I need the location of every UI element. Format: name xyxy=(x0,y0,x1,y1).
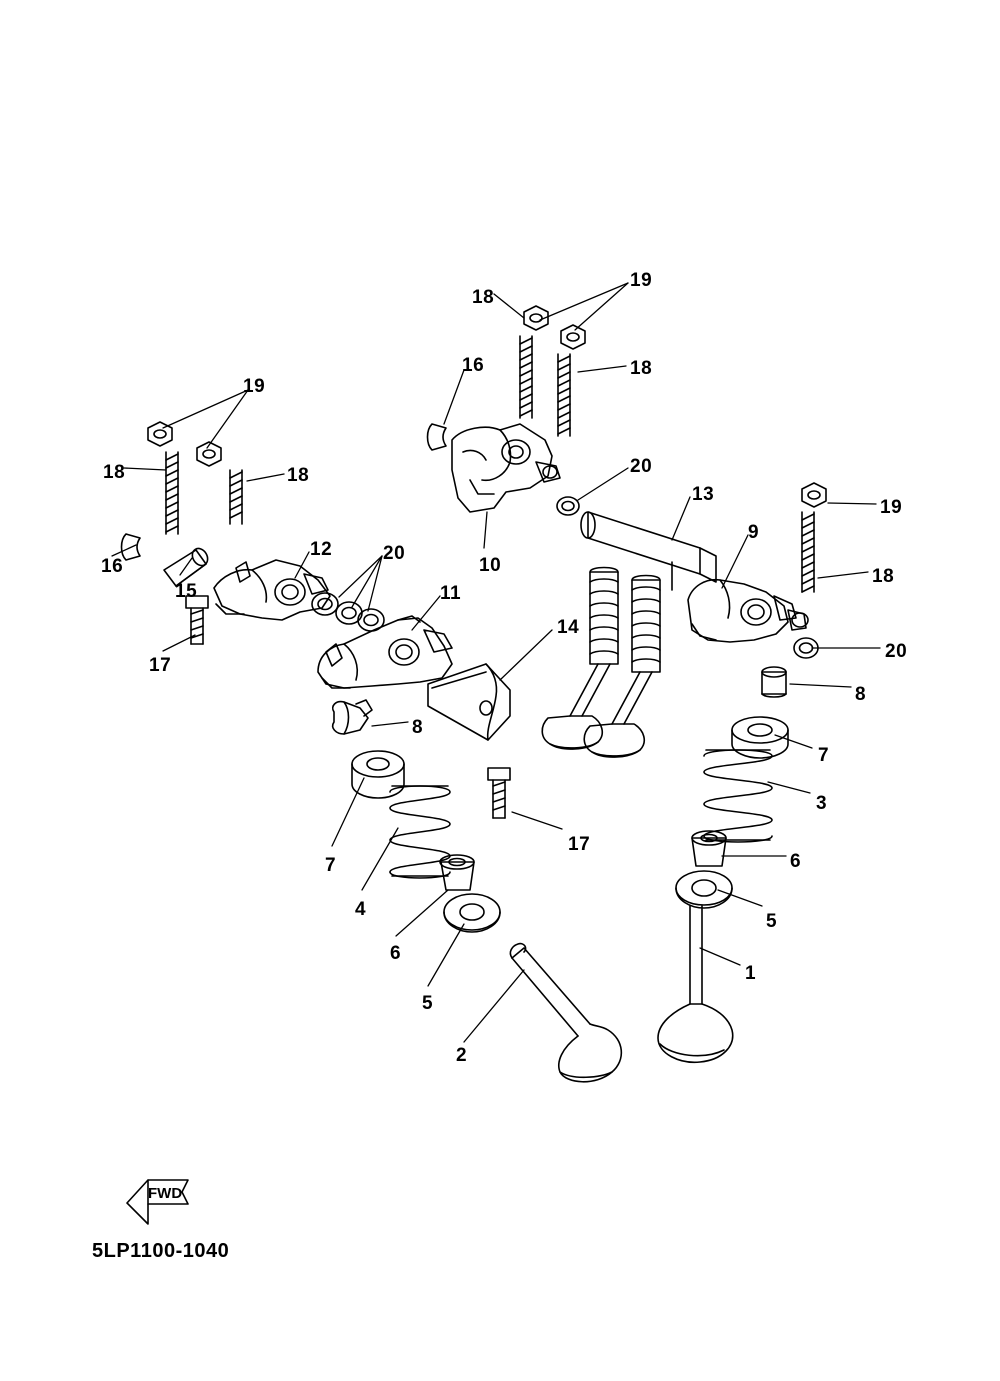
callout-1: 1 xyxy=(745,963,757,984)
rocker-holder-10 xyxy=(452,424,560,512)
rocker-arm-9 xyxy=(688,580,808,642)
callout-6: 6 xyxy=(390,943,402,964)
fwd-text: FWD xyxy=(148,1185,183,1202)
spring-retainer-6-right xyxy=(692,831,726,866)
callout-14: 14 xyxy=(557,617,580,638)
callout-2: 2 xyxy=(456,1045,468,1066)
leader-lines xyxy=(112,283,880,1042)
bolt-17-left xyxy=(186,596,208,644)
callout-3: 3 xyxy=(816,793,828,814)
rocker-arm-11 xyxy=(318,616,452,688)
callout-4: 4 xyxy=(355,899,367,920)
callout-20: 20 xyxy=(630,456,653,477)
callout-16: 16 xyxy=(101,556,124,577)
nut-19-b xyxy=(561,325,585,349)
adjuster-18-d xyxy=(230,470,242,524)
pushrod-spring-b xyxy=(632,576,660,673)
callout-18: 18 xyxy=(472,287,495,308)
plug-16-top xyxy=(428,424,447,450)
callout-8: 8 xyxy=(412,717,424,738)
rocker-shaft-14 xyxy=(428,664,510,740)
callout-13: 13 xyxy=(692,484,715,505)
nut-19-e xyxy=(802,483,826,507)
center-valve-stems xyxy=(542,664,652,757)
callout-20: 20 xyxy=(383,543,406,564)
valve-seal-7-left xyxy=(352,751,404,798)
callout-12: 12 xyxy=(310,539,333,560)
callout-10: 10 xyxy=(479,555,502,576)
callout-19: 19 xyxy=(630,270,653,291)
callout-7: 7 xyxy=(325,855,337,876)
valve-collet-5-right xyxy=(676,871,732,908)
callout-18: 18 xyxy=(630,358,653,379)
callout-19: 19 xyxy=(880,497,903,518)
callout-16: 16 xyxy=(462,355,485,376)
callout-11: 11 xyxy=(440,583,462,604)
nut-19-c xyxy=(148,422,172,446)
callout-15: 15 xyxy=(175,581,198,602)
pushrod-spring-a xyxy=(590,568,618,665)
valve-cap-8-right xyxy=(762,667,786,697)
callout-5: 5 xyxy=(422,993,434,1014)
intake-valve-2 xyxy=(510,944,621,1082)
callout-18: 18 xyxy=(103,462,126,483)
callout-5: 5 xyxy=(766,911,778,932)
bolt-17-mid xyxy=(488,768,510,818)
callout-8: 8 xyxy=(855,684,867,705)
exhaust-valve-1 xyxy=(658,906,733,1062)
oring-20-center xyxy=(557,497,579,515)
adjuster-18-c xyxy=(166,452,178,534)
adjuster-18-e xyxy=(802,512,814,592)
adjuster-18-a xyxy=(520,336,532,418)
rocker-arm-12 xyxy=(214,560,330,620)
callout-18: 18 xyxy=(287,465,310,486)
callout-19: 19 xyxy=(243,376,266,397)
diagram-part-number: 5LP1100-1040 xyxy=(92,1240,230,1262)
adjuster-18-b xyxy=(558,354,570,436)
callout-20: 20 xyxy=(885,641,908,662)
rocker-shaft-15 xyxy=(164,546,211,586)
callout-17: 17 xyxy=(568,834,591,855)
valve-collet-5-left xyxy=(444,894,500,932)
callout-6: 6 xyxy=(790,851,802,872)
callout-7: 7 xyxy=(818,745,830,766)
callout-17: 17 xyxy=(149,655,172,676)
valve-clip-8-left xyxy=(333,700,372,734)
callout-9: 9 xyxy=(748,522,760,543)
valve-spring-3 xyxy=(704,750,772,842)
callout-18: 18 xyxy=(872,566,895,587)
